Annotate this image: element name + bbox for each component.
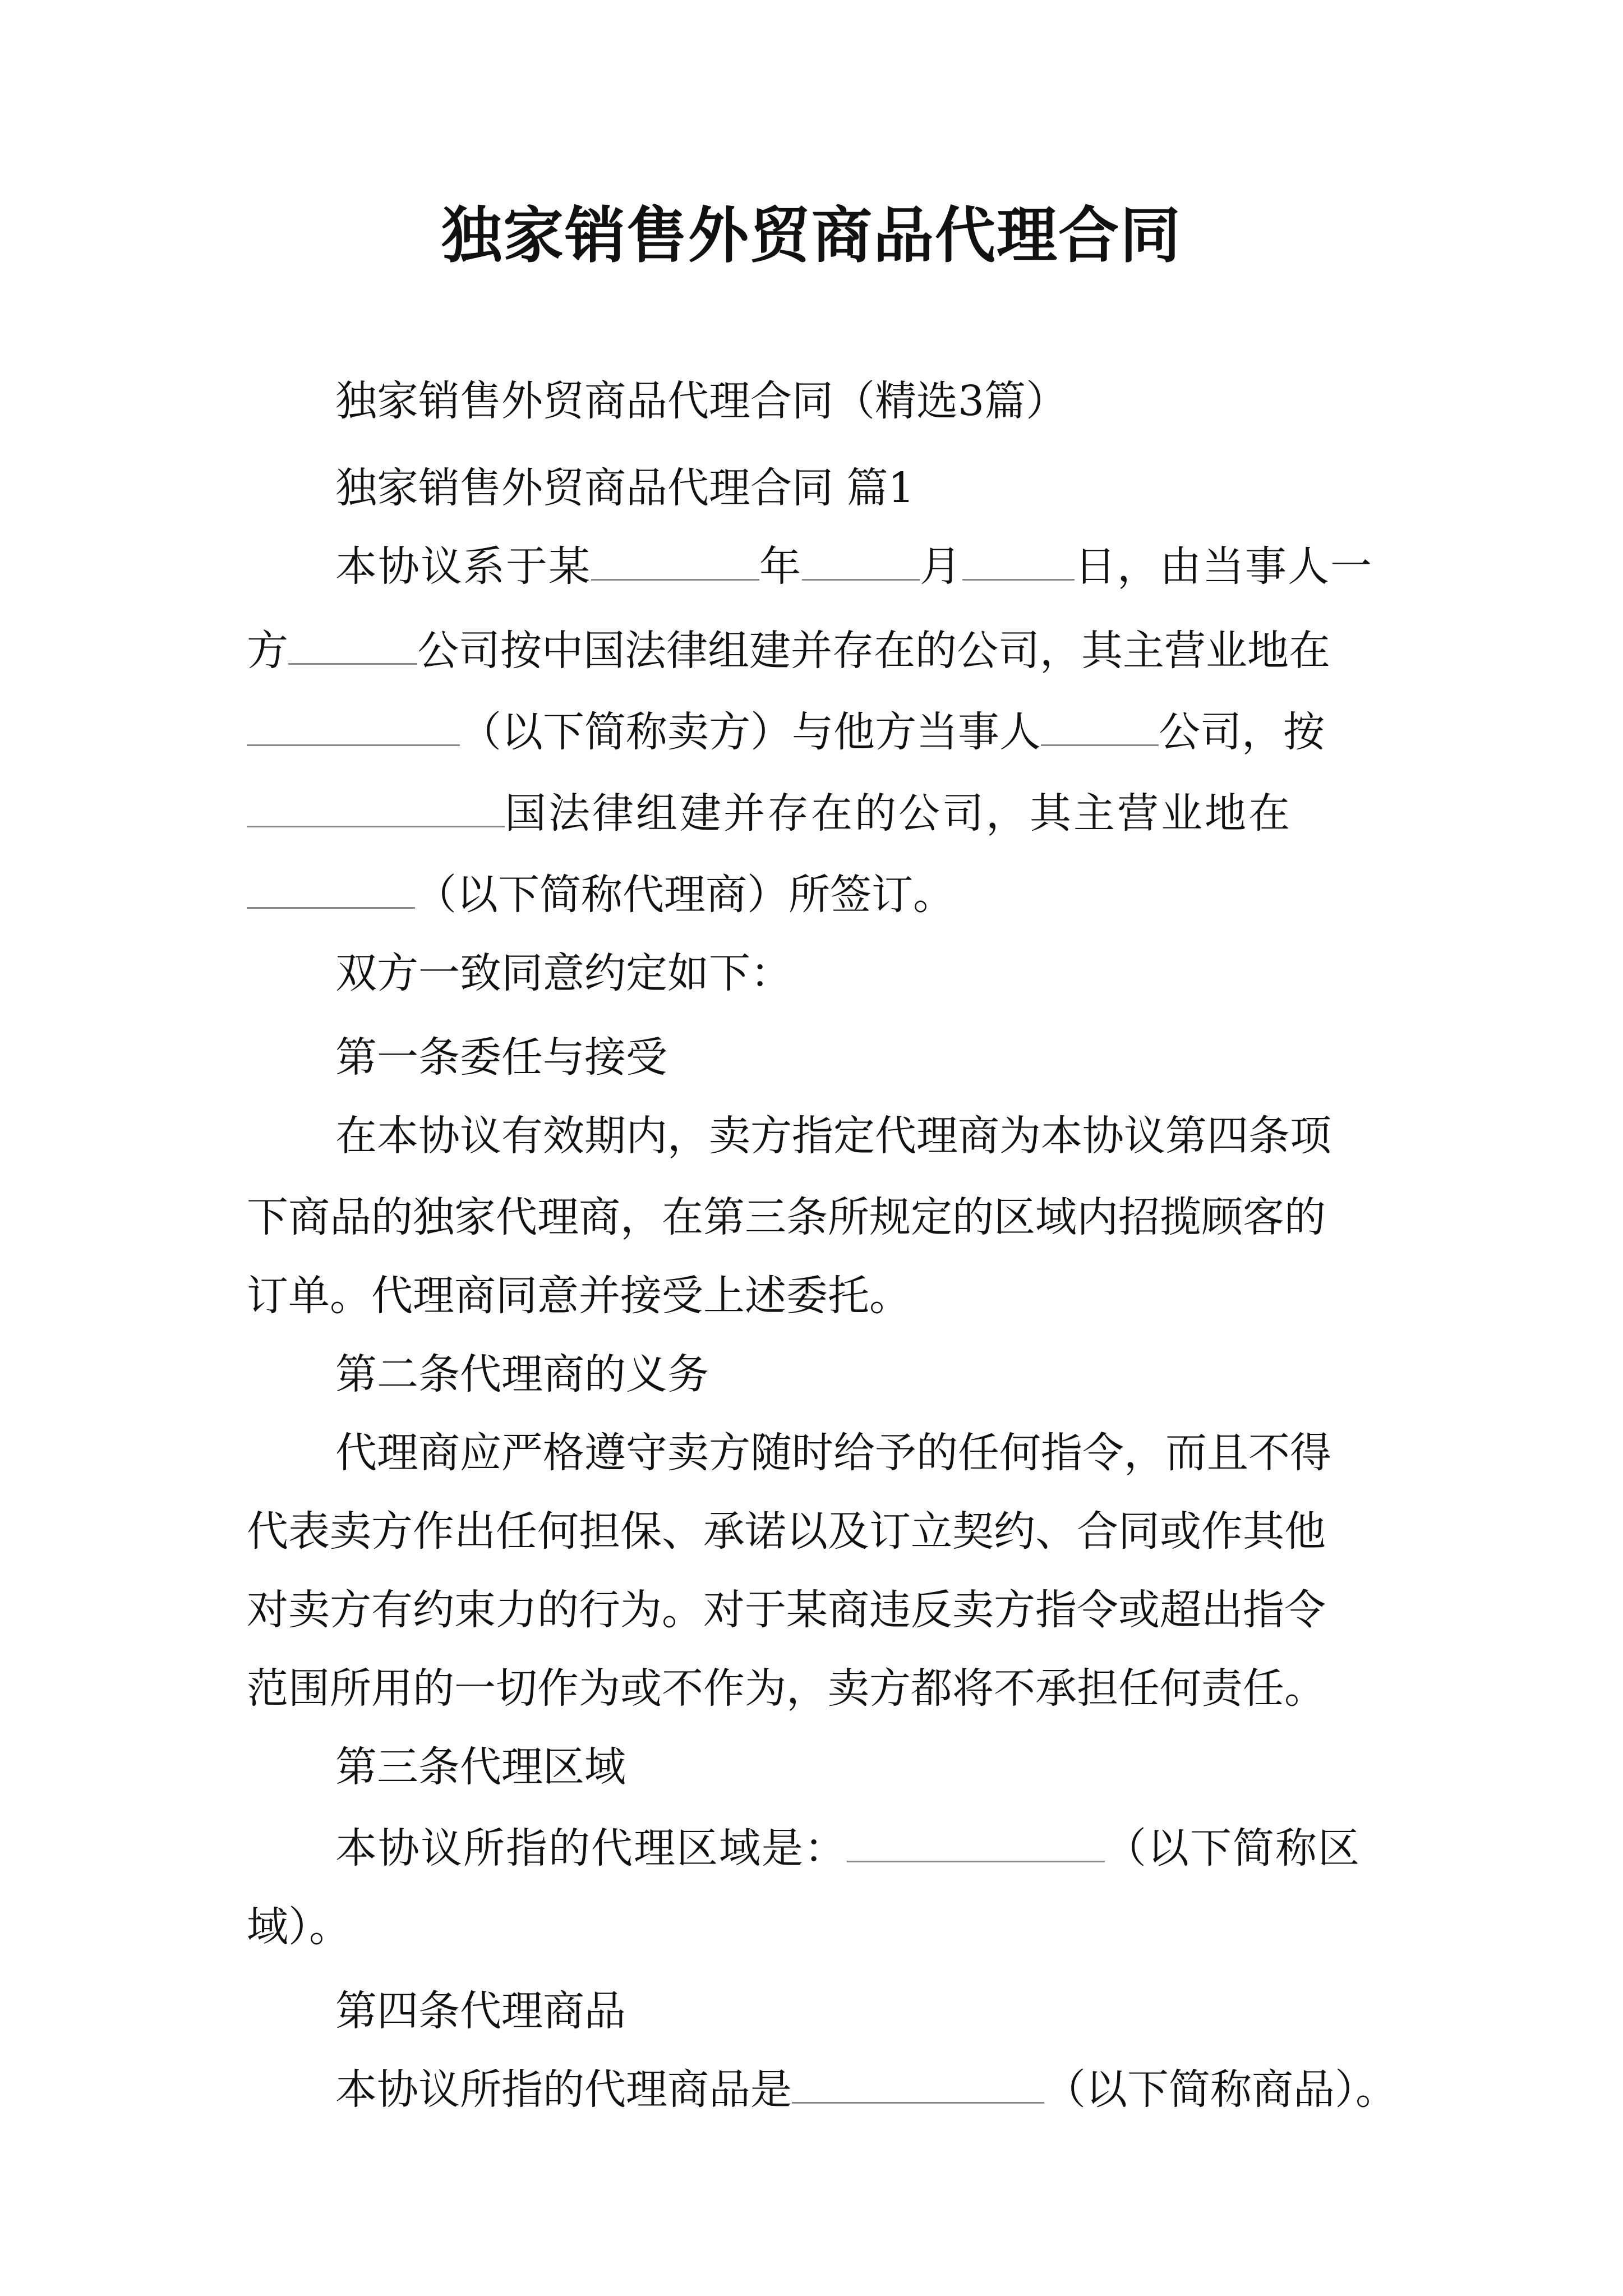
paragraph-1-line-5: （以下简称代理商）所签订。 xyxy=(247,867,955,923)
article-3-line-1: 本协议所指的代理区域是： （以下简称区 xyxy=(335,1820,1361,1876)
article-2-title: 第二条代理商的义务 xyxy=(335,1350,709,1398)
document-title: 独家销售外贸商品代理合同 xyxy=(441,200,1182,271)
subtitle-line: 独家销售外贸商品代理合同（精选3篇） xyxy=(335,377,1068,425)
article-2-line-4: 范围所用的一切作为或不作为，卖方都将不承担任何责任。 xyxy=(247,1664,1326,1713)
article-2-line-1: 代理商应严格遵守卖方随时给予的任何指令，而且不得 xyxy=(335,1429,1331,1477)
blank-field xyxy=(802,540,920,581)
blank-field xyxy=(247,705,460,746)
article-2-line-2: 代表卖方作出任何担保、承诺以及订立契约、合同或作其他 xyxy=(247,1507,1326,1556)
blank-field xyxy=(962,540,1075,581)
article-2-line-3: 对卖方有约束力的行为。对于某商违反卖方指令或超出指令 xyxy=(247,1586,1326,1634)
article-1-line-1: 在本协议有效期内，卖方指定代理商为本协议第四条项 xyxy=(335,1112,1331,1160)
blank-field xyxy=(792,2063,1044,2104)
article-1-title: 第一条委任与接受 xyxy=(335,1033,667,1082)
article-1-line-3: 订单。代理商同意并接受上述委托。 xyxy=(247,1272,911,1320)
paragraph-1-line-3: （以下简称卖方）与他方当事人 公司，按 xyxy=(247,704,1325,760)
article-4-line-1: 本协议所指的代理商品是 （以下简称商品）。 xyxy=(335,2062,1397,2118)
paragraph-1-line-2: 方 公司按中国法律组建并存在的公司，其主营业地在 xyxy=(247,623,1330,679)
blank-field xyxy=(247,868,415,909)
blank-field xyxy=(847,1821,1105,1862)
paragraph-1-line-4: 国法律组建并存在的公司，其主营业地在 xyxy=(247,785,1292,841)
blank-field xyxy=(1041,705,1159,746)
paragraph-2: 双方一致同意约定如下： xyxy=(335,949,792,997)
article-3-line-2: 域）。 xyxy=(247,1903,351,1951)
blank-field xyxy=(288,624,417,665)
article-3-title: 第三条代理区域 xyxy=(335,1743,626,1791)
blank-field xyxy=(591,540,759,581)
paragraph-1-line-1: 本协议系于某 年 月 日，由当事人一 xyxy=(335,539,1373,595)
article-4-title: 第四条代理商品 xyxy=(335,1987,626,2035)
blank-field xyxy=(247,786,505,827)
article-1-line-2: 下商品的独家代理商，在第三条所规定的区域内招揽顾客的 xyxy=(247,1193,1326,1241)
part-heading: 独家销售外贸商品代理合同 篇1 xyxy=(335,464,915,512)
